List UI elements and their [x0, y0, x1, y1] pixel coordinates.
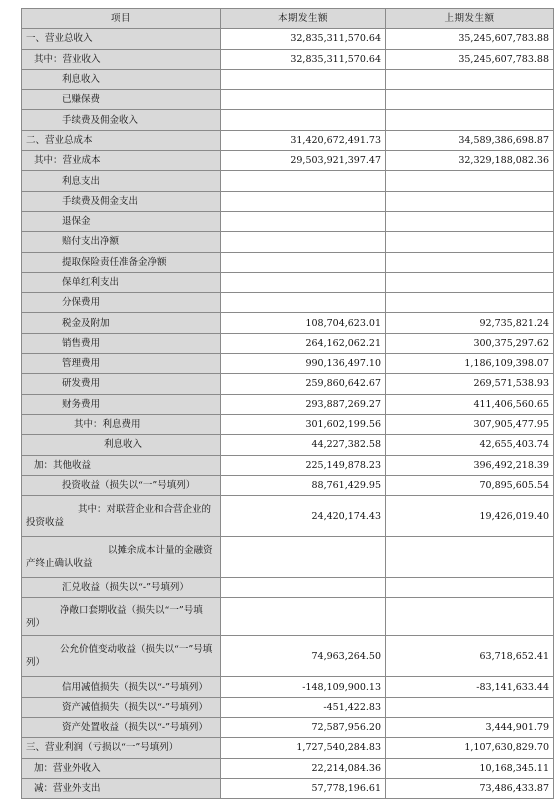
current-value — [221, 191, 386, 211]
row-label: 财务费用 — [22, 394, 221, 414]
current-value: 22,214,084.36 — [221, 758, 386, 778]
prior-value — [386, 598, 554, 636]
prior-value: 73,486,433.87 — [386, 778, 554, 798]
current-value: -451,422.83 — [221, 697, 386, 717]
prior-value — [386, 211, 554, 231]
table-row — [22, 374, 554, 394]
table-row — [22, 394, 554, 414]
table-row — [22, 636, 554, 677]
table-row — [22, 211, 554, 231]
table-row — [22, 272, 554, 292]
current-value — [221, 90, 386, 110]
current-value: 74,963,264.50 — [221, 636, 386, 677]
current-value: 259,860,642.67 — [221, 374, 386, 394]
prior-value: 3,444,901.79 — [386, 718, 554, 738]
table-row — [22, 252, 554, 272]
row-label: 减：营业外支出 — [22, 778, 221, 798]
table-header-row — [22, 9, 554, 29]
row-label: 其中：利息费用 — [22, 414, 221, 434]
table-row — [22, 598, 554, 636]
table-row — [22, 69, 554, 89]
prior-value — [386, 293, 554, 313]
table-row — [22, 313, 554, 333]
row-label: 分保费用 — [22, 293, 221, 313]
current-value — [221, 110, 386, 130]
current-value — [221, 578, 386, 598]
table-row — [22, 697, 554, 717]
prior-value: 300,375,297.62 — [386, 333, 554, 353]
current-value — [221, 272, 386, 292]
income-statement-table — [21, 8, 554, 799]
current-value: 24,420,174.43 — [221, 496, 386, 537]
prior-value — [386, 191, 554, 211]
table-row — [22, 718, 554, 738]
table-row — [22, 110, 554, 130]
prior-value: 1,186,109,398.07 — [386, 354, 554, 374]
prior-value: 19,426,019.40 — [386, 496, 554, 537]
table-row — [22, 537, 554, 578]
row-label: 提取保险责任准备金净额 — [22, 252, 221, 272]
row-label: 销售费用 — [22, 333, 221, 353]
prior-value: 35,245,607,783.88 — [386, 29, 554, 49]
table-row — [22, 496, 554, 537]
prior-value — [386, 252, 554, 272]
prior-value: 70,895,605.54 — [386, 475, 554, 495]
current-value: 293,887,269.27 — [221, 394, 386, 414]
prior-value — [386, 110, 554, 130]
current-value — [221, 537, 386, 578]
column-header-current-period: 本期发生额 — [221, 9, 386, 29]
column-header-item: 项目 — [22, 9, 221, 29]
current-value: -148,109,900.13 — [221, 677, 386, 697]
table-row — [22, 151, 554, 171]
prior-value — [386, 69, 554, 89]
current-value: 1,727,540,284.83 — [221, 738, 386, 758]
table-row — [22, 738, 554, 758]
current-value: 31,420,672,491.73 — [221, 130, 386, 150]
table-row — [22, 171, 554, 191]
table-row — [22, 49, 554, 69]
current-value: 88,761,429.95 — [221, 475, 386, 495]
current-value: 57,778,196.61 — [221, 778, 386, 798]
table-row — [22, 578, 554, 598]
row-label: 研发费用 — [22, 374, 221, 394]
current-value: 32,835,311,570.64 — [221, 49, 386, 69]
table-row — [22, 435, 554, 455]
row-label: 手续费及佣金收入 — [22, 110, 221, 130]
prior-value: 307,905,477.95 — [386, 414, 554, 434]
prior-value: 269,571,538.93 — [386, 374, 554, 394]
row-label: 公允价值变动收益（损失以“一”号填列） — [22, 636, 221, 677]
row-label: 资产减值损失（损失以“-”号填列） — [22, 697, 221, 717]
table-row — [22, 677, 554, 697]
current-value — [221, 598, 386, 636]
current-value: 32,835,311,570.64 — [221, 29, 386, 49]
table-row — [22, 232, 554, 252]
table-row — [22, 130, 554, 150]
table-row — [22, 354, 554, 374]
prior-value — [386, 272, 554, 292]
table-row — [22, 90, 554, 110]
prior-value — [386, 537, 554, 578]
table-row — [22, 778, 554, 798]
row-label: 净敞口套期收益（损失以“一”号填列） — [22, 598, 221, 636]
row-label: 利息收入 — [22, 69, 221, 89]
current-value — [221, 69, 386, 89]
row-label: 以摊余成本计量的金融资产终止确认收益 — [22, 537, 221, 578]
row-label: 汇兑收益（损失以“-”号填列） — [22, 578, 221, 598]
current-value: 301,602,199.56 — [221, 414, 386, 434]
table-row — [22, 333, 554, 353]
current-value — [221, 171, 386, 191]
row-label: 资产处置收益（损失以“-”号填列） — [22, 718, 221, 738]
current-value — [221, 211, 386, 231]
column-header-prior-period: 上期发生额 — [386, 9, 554, 29]
prior-value: 63,718,652.41 — [386, 636, 554, 677]
prior-value: -83,141,633.44 — [386, 677, 554, 697]
prior-value — [386, 90, 554, 110]
current-value — [221, 293, 386, 313]
row-label: 其中：营业收入 — [22, 49, 221, 69]
current-value — [221, 232, 386, 252]
row-label: 加：营业外收入 — [22, 758, 221, 778]
current-value: 108,704,623.01 — [221, 313, 386, 333]
current-value: 44,227,382.58 — [221, 435, 386, 455]
prior-value: 35,245,607,783.88 — [386, 49, 554, 69]
row-label: 保单红利支出 — [22, 272, 221, 292]
current-value: 225,149,878.23 — [221, 455, 386, 475]
prior-value — [386, 232, 554, 252]
table-row — [22, 293, 554, 313]
row-label: 手续费及佣金支出 — [22, 191, 221, 211]
row-label: 投资收益（损失以“一”号填列） — [22, 475, 221, 495]
row-label: 赔付支出净额 — [22, 232, 221, 252]
prior-value: 42,655,403.74 — [386, 435, 554, 455]
row-label: 其中：对联营企业和合营企业的投资收益 — [22, 496, 221, 537]
row-label: 其中：营业成本 — [22, 151, 221, 171]
row-label: 管理费用 — [22, 354, 221, 374]
row-label: 已赚保费 — [22, 90, 221, 110]
prior-value — [386, 578, 554, 598]
current-value: 29,503,921,397.47 — [221, 151, 386, 171]
table-row — [22, 191, 554, 211]
row-label: 税金及附加 — [22, 313, 221, 333]
prior-value: 10,168,345.11 — [386, 758, 554, 778]
prior-value — [386, 171, 554, 191]
prior-value — [386, 697, 554, 717]
table-row — [22, 758, 554, 778]
prior-value: 396,492,218.39 — [386, 455, 554, 475]
current-value: 72,587,956.20 — [221, 718, 386, 738]
prior-value: 411,406,560.65 — [386, 394, 554, 414]
current-value: 990,136,497.10 — [221, 354, 386, 374]
row-label: 退保金 — [22, 211, 221, 231]
prior-value: 1,107,630,829.70 — [386, 738, 554, 758]
table-row — [22, 29, 554, 49]
row-label: 加：其他收益 — [22, 455, 221, 475]
row-label: 利息支出 — [22, 171, 221, 191]
prior-value: 34,589,386,698.87 — [386, 130, 554, 150]
row-label: 信用减值损失（损失以“-”号填列） — [22, 677, 221, 697]
current-value: 264,162,062.21 — [221, 333, 386, 353]
table-row — [22, 455, 554, 475]
table-row — [22, 475, 554, 495]
prior-value: 92,735,821.24 — [386, 313, 554, 333]
row-label: 利息收入 — [22, 435, 221, 455]
prior-value: 32,329,188,082.36 — [386, 151, 554, 171]
table-row — [22, 414, 554, 434]
current-value — [221, 252, 386, 272]
row-label: 二、营业总成本 — [22, 130, 221, 150]
row-label: 一、营业总收入 — [22, 29, 221, 49]
row-label: 三、营业利润（亏损以“一”号填列） — [22, 738, 221, 758]
